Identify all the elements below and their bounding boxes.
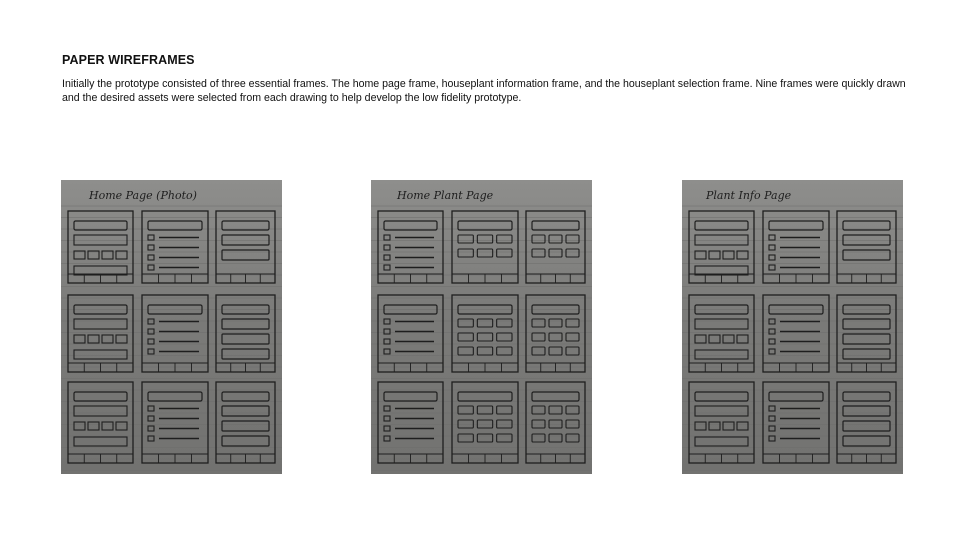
sketch-tile <box>549 333 562 341</box>
sketch-caption: Plant Info Page <box>706 189 792 202</box>
sketch-tile <box>88 422 99 430</box>
sketch-bullet <box>769 255 775 260</box>
sketch-bullet <box>384 319 390 324</box>
sketch-bullet <box>769 416 775 421</box>
sketch-header-box <box>458 392 512 401</box>
frame-outline <box>763 382 829 463</box>
frame-outline <box>526 211 585 283</box>
sketch-bullet <box>769 406 775 411</box>
sketch-header-box <box>843 221 890 230</box>
sketch-header-box <box>384 221 437 230</box>
frame-outline <box>68 211 133 283</box>
sketch-tile <box>497 319 512 327</box>
sketch-bullet <box>384 255 390 260</box>
sketch-tile <box>116 335 127 343</box>
sketch-bullet <box>384 339 390 344</box>
sketch-card <box>222 406 269 416</box>
sketch-tile <box>116 422 127 430</box>
sketch-tile <box>477 434 492 442</box>
sketch-tile <box>723 335 734 343</box>
wireframe-photo-grid <box>371 180 592 474</box>
sketch-bullet <box>384 426 390 431</box>
sketch-tile <box>532 235 545 243</box>
sketch-tile <box>458 249 473 257</box>
sketch-tile <box>549 249 562 257</box>
sketch-bullet <box>769 245 775 250</box>
sketch-bullet <box>384 349 390 354</box>
sketch-bullet <box>384 416 390 421</box>
sketch-bullet <box>148 245 154 250</box>
sketch-card <box>222 235 269 245</box>
sketch-tile <box>566 319 579 327</box>
wireframe-photo-home <box>61 180 282 474</box>
sketch-tile <box>102 335 113 343</box>
sketch-tile <box>88 335 99 343</box>
sketch-tile <box>532 434 545 442</box>
sketch-bullet <box>148 265 154 270</box>
sketch-tile <box>458 235 473 243</box>
sketch-bullet <box>384 436 390 441</box>
sketch-bullet <box>769 339 775 344</box>
sketch-tile <box>477 333 492 341</box>
frame-outline <box>142 382 208 463</box>
sketch-tile <box>695 335 706 343</box>
page-description: Initially the prototype consisted of three essential frames. The home page frame, houseplant information frame, and the houseplant selection frame. Nine frames were quickly drawn and the desired assets were selected from each drawing to help develop the low fidelity prototype. <box>62 78 906 104</box>
sketch-card <box>843 250 890 260</box>
sketch-header-box <box>769 392 823 401</box>
sketch-bullet <box>148 436 154 441</box>
sketch-tile <box>566 434 579 442</box>
sketch-card <box>222 250 269 260</box>
sketch-caption: Home Page (Photo) <box>89 189 197 202</box>
sketch-bullet <box>148 426 154 431</box>
sketch-tile <box>74 335 85 343</box>
sketch-grid <box>371 180 592 474</box>
sketch-tile <box>566 249 579 257</box>
sketch-header-box <box>384 392 437 401</box>
sketch-header-box <box>74 392 127 401</box>
sketch-header-box <box>695 392 748 401</box>
sketch-tile <box>497 333 512 341</box>
sketch-tile <box>709 422 720 430</box>
sketch-header-box <box>532 392 579 401</box>
frame-outline <box>216 382 275 463</box>
frame-outline <box>68 295 133 372</box>
sketch-tile <box>477 235 492 243</box>
sketch-banner <box>74 406 127 416</box>
sketch-tile <box>549 420 562 428</box>
frame-outline <box>378 382 443 463</box>
sketch-tile <box>566 420 579 428</box>
frame-outline <box>837 382 896 463</box>
sketch-bullet <box>148 416 154 421</box>
sketch-tile <box>709 335 720 343</box>
frame-outline <box>689 295 754 372</box>
sketch-card <box>222 334 269 344</box>
sketch-tile <box>549 319 562 327</box>
sketch-tile <box>532 347 545 355</box>
sketch-tile <box>532 249 545 257</box>
sketch-home <box>61 180 282 474</box>
sketch-bullet <box>769 319 775 324</box>
sketch-tile <box>532 420 545 428</box>
sketch-header-box <box>148 392 202 401</box>
sketch-bullet <box>148 235 154 240</box>
sketch-tile <box>102 422 113 430</box>
sketch-card <box>222 421 269 431</box>
sketch-card <box>843 421 890 431</box>
sketch-header-box <box>148 221 202 230</box>
sketch-bullet <box>148 329 154 334</box>
sketch-card <box>843 235 890 245</box>
frame-outline <box>452 211 518 283</box>
frame-outline <box>689 211 754 283</box>
sketch-tile <box>566 235 579 243</box>
sketch-tile <box>458 333 473 341</box>
sketch-header-box <box>74 221 127 230</box>
sketch-tile <box>497 420 512 428</box>
sketch-bullet <box>769 349 775 354</box>
frame-outline <box>452 382 518 463</box>
sketch-card <box>222 349 269 359</box>
sketch-tile <box>737 422 748 430</box>
sketch-banner <box>695 406 748 416</box>
sketch-header-box <box>458 221 512 230</box>
sketch-bullet <box>148 339 154 344</box>
sketch-tile <box>723 422 734 430</box>
sketch-caption: Home Plant Page <box>397 189 494 202</box>
sketch-tile <box>458 347 473 355</box>
sketch-bullet <box>769 329 775 334</box>
sketch-bullet <box>384 245 390 250</box>
sketch-tile <box>497 347 512 355</box>
sketch-card <box>843 349 890 359</box>
sketch-bullet <box>384 265 390 270</box>
sketch-bullet <box>769 235 775 240</box>
sketch-tile <box>497 235 512 243</box>
sketch-bullet <box>384 406 390 411</box>
sketch-header-box <box>843 392 890 401</box>
sketch-header-box <box>769 221 823 230</box>
sketch-bullet <box>148 406 154 411</box>
sketch-tile <box>477 347 492 355</box>
sketch-banner <box>695 235 748 245</box>
sketch-card <box>843 334 890 344</box>
sketch-card <box>74 350 127 359</box>
sketch-tile <box>477 420 492 428</box>
sketch-header-box <box>222 392 269 401</box>
sketch-bullet <box>384 235 390 240</box>
sketch-card <box>695 350 748 359</box>
frame-outline <box>526 382 585 463</box>
sketch-card <box>843 436 890 446</box>
sketch-card <box>74 437 127 446</box>
sketch-tile <box>532 319 545 327</box>
sketch-bullet <box>769 426 775 431</box>
sketch-bullet <box>148 255 154 260</box>
sketch-card <box>843 406 890 416</box>
sketch-bullet <box>148 349 154 354</box>
sketch-tile <box>458 319 473 327</box>
sketch-header-box <box>532 221 579 230</box>
sketch-bullet <box>384 329 390 334</box>
sketch-tile <box>497 249 512 257</box>
sketch-tile <box>458 420 473 428</box>
sketch-bullet <box>148 319 154 324</box>
page-title: PAPER WIREFRAMES <box>62 53 195 67</box>
sketch-tile <box>549 434 562 442</box>
sketch-card <box>222 436 269 446</box>
frame-outline <box>216 211 275 283</box>
sketch-info <box>682 180 903 474</box>
wireframe-photo-info <box>682 180 903 474</box>
sketch-tile <box>566 347 579 355</box>
sketch-banner <box>74 319 127 329</box>
sketch-banner <box>695 319 748 329</box>
sketch-card <box>695 437 748 446</box>
sketch-tile <box>497 434 512 442</box>
sketch-header-box <box>222 221 269 230</box>
sketch-tile <box>549 347 562 355</box>
sketch-tile <box>549 235 562 243</box>
frame-outline <box>837 211 896 283</box>
sketch-tile <box>477 249 492 257</box>
sketch-tile <box>477 319 492 327</box>
sketch-tile <box>74 422 85 430</box>
sketch-bullet <box>769 436 775 441</box>
sketch-banner <box>74 235 127 245</box>
sketch-tile <box>695 422 706 430</box>
sketch-card <box>843 319 890 329</box>
sketch-tile <box>737 335 748 343</box>
sketch-bullet <box>769 265 775 270</box>
sketch-card <box>222 319 269 329</box>
sketch-tile <box>458 434 473 442</box>
sketch-header-box <box>695 221 748 230</box>
sketch-tile <box>566 333 579 341</box>
sketch-tile <box>532 333 545 341</box>
